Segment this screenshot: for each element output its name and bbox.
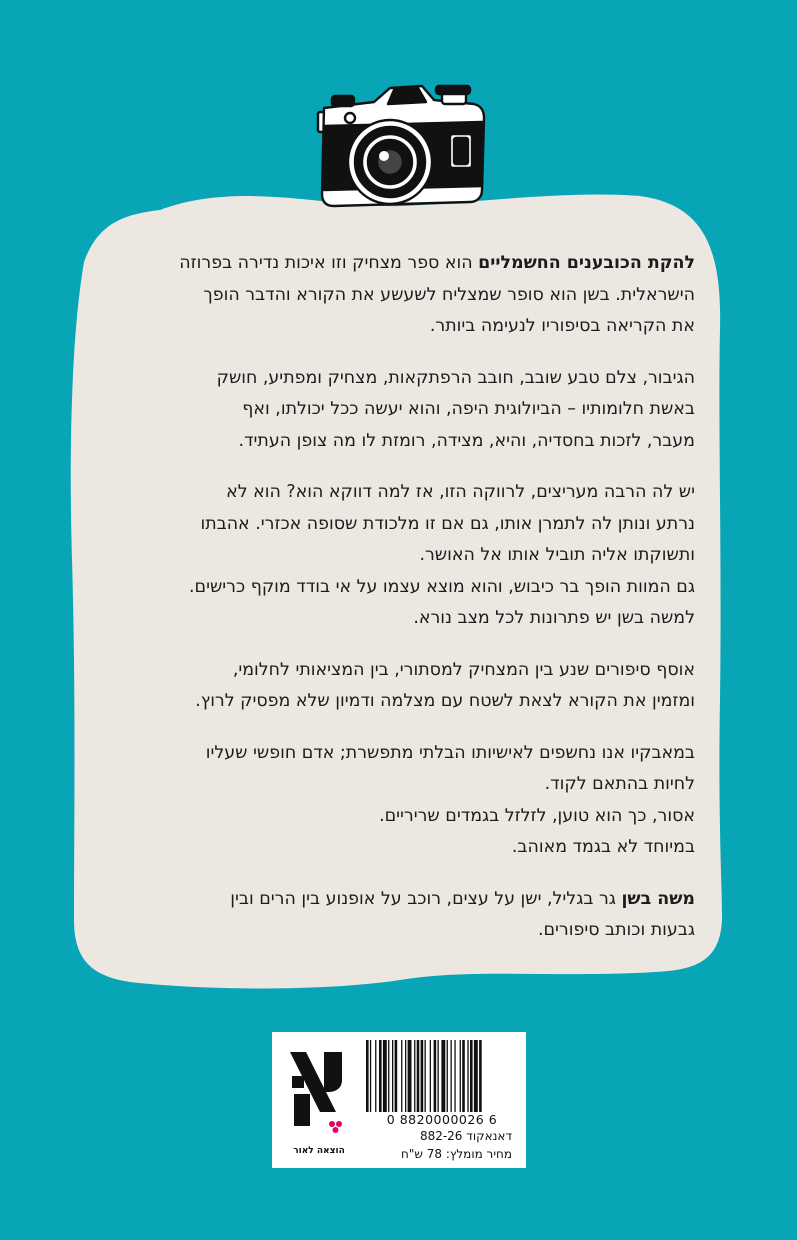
barcode-bar [408,1040,412,1112]
publisher-logo [284,1042,354,1160]
blurb-line: אסור, כך הוא טוען, לזלזל בגמדים שריריים. [379,805,695,826]
barcode-bar [379,1040,382,1112]
barcode-bar [395,1040,398,1112]
publisher-label: הוצאה לאור [293,1146,345,1156]
barcode-bar [434,1040,437,1112]
barcode-bar [375,1040,376,1112]
barcode-box [272,1032,526,1168]
blurb-line: הגיבור, צלם טבע שובב, חובב הרפתקאות, מצחיק ומפתיע, חושק [216,367,695,388]
blurb-line: לחיות בהתאם לקוד. [544,774,695,794]
blurb-text [103,248,695,967]
barcode-bar [388,1040,389,1112]
barcode-bar [474,1040,478,1112]
barcode-bar [392,1040,393,1112]
blurb-line: נרתע ונותן לה לתמרן אותו, גם אם זו מלכודת שסופה אכזרי. אהבתו [200,513,695,534]
blurb-line: במאבקיו אנו נחשפים לאישיותו הבלתי מתפשרת; אדם חופשי שעליו [205,742,695,763]
barcode-bars [364,1040,520,1112]
barcode-bar [405,1040,406,1112]
barcode-bar [454,1040,455,1112]
blurb-bold-text: משה בשן [621,888,695,909]
blurb-paragraph [103,738,695,864]
barcode-bar [425,1040,426,1112]
price-label: מחיר מומלץ: 78 ש"ח [401,1147,512,1161]
blurb-paragraph [103,248,695,343]
blurb-paragraph [103,655,695,718]
blurb-line: משה בשן גר בגליל, ישן על עצים, רוכב על אופנוע בין הרים ובין [230,888,695,909]
barcode-bar [451,1040,452,1112]
blurb-line: גם המוות הופך בר כיבוש, והוא מוצא עצמו על אי בודד מוקף כרישים. [189,576,695,597]
barcode-bar [430,1040,431,1112]
barcode-bar [421,1040,424,1112]
dancode-label: דאנאקוד 882-26 [419,1129,512,1143]
barcode-bar [441,1040,445,1112]
blurb-paragraph [103,477,695,635]
blurb-line: את הקריאה בסיפוריו לנעימה ביותר. [429,316,695,336]
barcode-bar [370,1040,371,1112]
blurb-line: להקת הכובענים החשמליים הוא ספר מצחיק וזו איכות נדירה בפרוזה [179,253,695,273]
barcode-bar [447,1040,448,1112]
barcode-bar [417,1040,420,1112]
blurb-line: ותשוקתו אליה תוביל אותו אל האושר. [419,545,695,565]
blurb-line: אוסף סיפורים שנע בין המצחיק למסתורי, בין המציאותי לחלומי, [232,659,695,680]
barcode-bar [460,1040,461,1112]
blurb-line: יש לה הרבה מעריצים, לרווקה הזו, אז למה דווקא הוא? הוא לא [226,482,695,502]
barcode-bar [383,1040,387,1112]
barcode-bar [467,1040,468,1112]
blurb-line: באשת חלומותיו – הביולוגית היפה, והוא יעשה ככל יכולתו, ואף [242,399,695,419]
barcode-bar [366,1040,369,1112]
blurb-line: במיוחד לא בגמד מאוהב. [511,837,695,857]
barcode-bar [438,1040,439,1112]
camera-icon [310,78,490,218]
barcode-bar [470,1040,473,1112]
blurb-line: גבעות וכותב סיפורים. [537,920,695,940]
blurb-line: למשה בשן יש פתרונות לכל מצב נורא. [413,608,695,628]
blurb-paragraph [103,884,695,947]
barcode-bar [401,1040,402,1112]
barcode-bar [479,1040,482,1112]
blurb-bold-text: להקת הכובענים החשמליים [478,253,695,273]
blurb-line: מעבר, לזכות בחסדיה, והיא, מצידה, רומזת לו מה צופן העתיד. [238,430,695,451]
blurb-line: ומזמין את הקורא לצאת לשטח עם מצלמה ודמיון שלא מפסיק לרוץ. [195,691,695,711]
barcode-bar [414,1040,415,1112]
blurb-paragraph [103,363,695,458]
barcode-bar [462,1040,465,1112]
barcode-number: 0 8820000026 6 [386,1112,498,1127]
blurb-line: הישראלית. בשן הוא סופר שמצליח לשעשע את הקורא והדבר הופך [203,284,695,305]
